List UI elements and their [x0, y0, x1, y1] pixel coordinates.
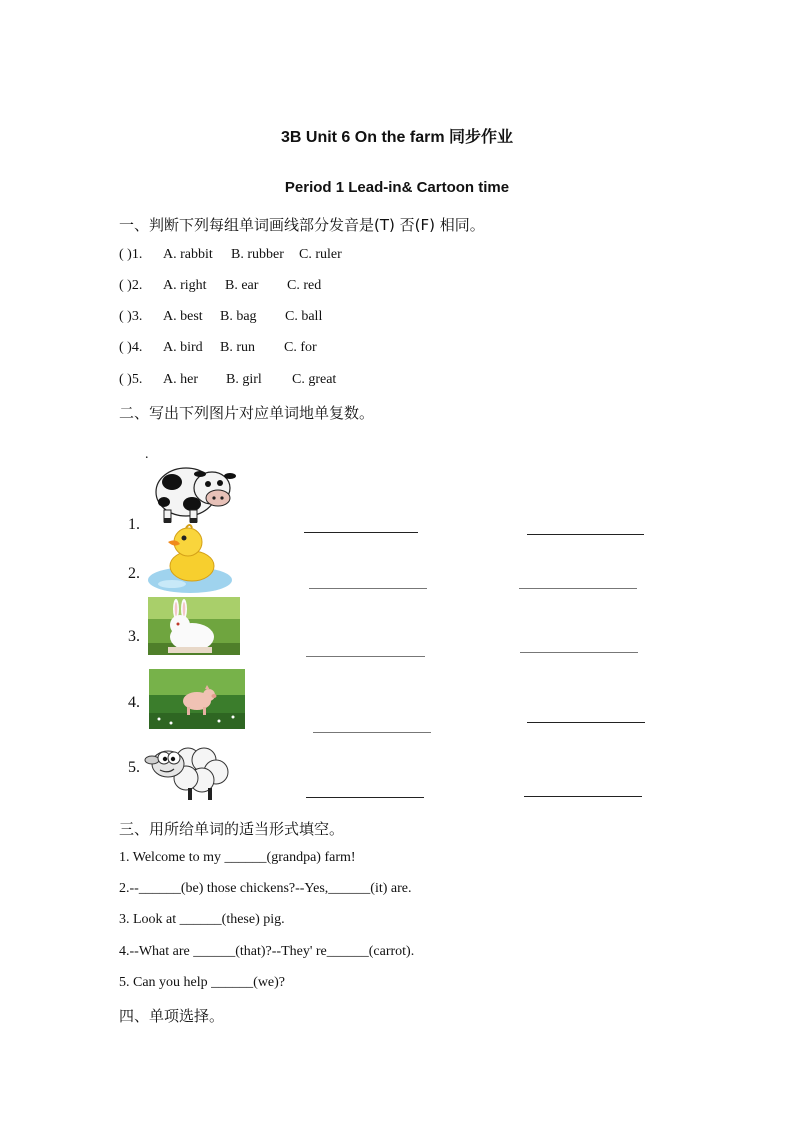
- item-paren: ( )2.: [119, 278, 143, 293]
- item-paren: ( )3.: [119, 309, 143, 324]
- answer-blank-5-plural[interactable]: [524, 796, 642, 797]
- answer-blank-3-plural[interactable]: [520, 652, 638, 653]
- option-c: C. for: [284, 340, 317, 355]
- answer-blank-1-singular[interactable]: [304, 532, 418, 533]
- option-a: A. rabbit: [163, 247, 213, 262]
- section3-item-2: 2.--______(be) those chickens?--Yes,______(it) are.: [119, 881, 412, 896]
- section3-item-5: 5. Can you help ______(we)?: [119, 975, 286, 990]
- stray-dot: .: [145, 447, 149, 462]
- option-c: C. red: [287, 278, 322, 293]
- option-b: B. run: [220, 340, 255, 355]
- section2-heading: 二、写出下列图片对应单词地单复数。: [119, 404, 375, 422]
- picture-number-4: 4.: [128, 694, 140, 711]
- option-b: B. bag: [220, 309, 257, 324]
- option-a: A. bird: [163, 340, 203, 355]
- option-b: B. ear: [225, 278, 259, 293]
- section1-item-3: [119, 309, 322, 325]
- option-b: B. girl: [226, 372, 262, 387]
- option-a: A. her: [163, 372, 198, 387]
- section3-item-3: 3. Look at ______(these) pig.: [119, 912, 285, 927]
- page-subtitle: Period 1 Lead-in& Cartoon time: [284, 179, 510, 196]
- answer-blank-4-singular[interactable]: [313, 732, 431, 733]
- option-a: A. right: [163, 278, 207, 293]
- section1-item-5: [119, 372, 336, 388]
- answer-blank-4-plural[interactable]: [527, 722, 645, 723]
- pig-picture: [149, 669, 245, 729]
- picture-number-5: 5.: [128, 759, 140, 776]
- answer-blank-2-plural[interactable]: [519, 588, 637, 589]
- answer-blank-2-singular[interactable]: [309, 588, 427, 589]
- cow-picture: [150, 458, 238, 524]
- section1-item-1: [119, 247, 342, 263]
- option-b: B. rubber: [231, 247, 284, 262]
- option-c: C. ruler: [299, 247, 342, 262]
- picture-number-2: 2.: [128, 565, 140, 582]
- answer-blank-1-plural[interactable]: [527, 534, 644, 535]
- answer-blank-3-singular[interactable]: [306, 656, 425, 657]
- item-paren: ( )1.: [119, 247, 143, 262]
- section1-heading: 一、判断下列每组单词画线部分发音是(T) 否(F) 相同。: [119, 216, 485, 234]
- option-a: A. best: [163, 309, 203, 324]
- section3-item-4: 4.--What are ______(that)?--They' re______(carrot).: [119, 944, 415, 959]
- section1-item-4: [119, 340, 317, 356]
- picture-number-1: 1.: [128, 516, 140, 533]
- option-c: C. ball: [285, 309, 323, 324]
- answer-blank-5-singular[interactable]: [306, 797, 424, 798]
- section3-item-1: 1. Welcome to my ______(grandpa) farm!: [119, 850, 356, 865]
- page-title: 3B Unit 6 On the farm 同步作业: [280, 129, 514, 146]
- sheep-picture: [142, 738, 234, 804]
- duck-picture: [146, 522, 234, 596]
- section3-heading: 三、用所给单词的适当形式填空。: [119, 820, 345, 838]
- section1-item-2: [119, 278, 321, 294]
- picture-number-3: 3.: [128, 628, 140, 645]
- option-c: C. great: [292, 372, 337, 387]
- item-paren: ( )4.: [119, 340, 143, 355]
- item-paren: ( )5.: [119, 372, 143, 387]
- section4-heading: 四、单项选择。: [119, 1007, 225, 1025]
- rabbit-picture: [148, 597, 240, 655]
